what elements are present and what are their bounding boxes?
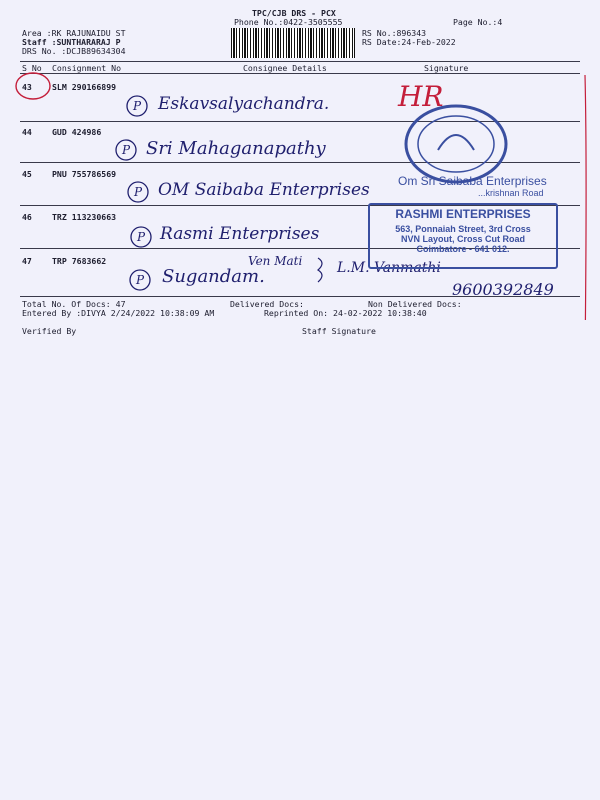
receiver-phone: 9600392849 xyxy=(452,280,554,299)
consignee-handwriting: OM Saibaba Enterprises xyxy=(158,180,370,200)
row-sno: 46 xyxy=(22,212,32,222)
report-title: TPC/CJB DRS - PCX xyxy=(252,8,336,18)
rs-number: RS No.:896343 xyxy=(362,28,427,38)
reprinted-on: Reprinted On: 24-02-2022 10:38:40 xyxy=(264,308,427,318)
consignee-handwriting: Sri Mahaganapathy xyxy=(146,138,326,159)
svg-text:P: P xyxy=(122,143,131,157)
phone-number: Phone No.:0422-3505555 xyxy=(234,17,343,27)
verified-by: Verified By xyxy=(22,326,77,336)
row-sno: 47 xyxy=(22,256,32,266)
consignee-handwriting: Sugandam. xyxy=(162,266,265,287)
entered-by: Entered By :DIVYA 2/24/2022 10:38:09 AM xyxy=(22,308,215,318)
row-consignment: GUD 424986 xyxy=(52,127,102,137)
row-consignment: SLM 290166899 xyxy=(52,82,117,92)
col-consignment: Consignment No xyxy=(52,63,122,73)
svg-text:P: P xyxy=(136,273,145,287)
row-sno: 44 xyxy=(22,127,32,137)
consignee-handwriting: Ven Mati xyxy=(248,254,303,268)
staff-field: Staff :SUNTHARARAJ P xyxy=(22,37,121,47)
rashmi-stamp-name: RASHMI ENTERPRISES xyxy=(395,207,531,221)
col-sno: S No xyxy=(22,63,42,73)
page-number: Page No.:4 xyxy=(453,17,503,27)
receiver-signature: L.M. Vanmathi xyxy=(337,260,441,276)
rashmi-stamp-box xyxy=(368,203,558,269)
staff-signature: Staff Signature xyxy=(302,326,376,336)
rashmi-stamp-line2: NVN Layout, Cross Cut Road xyxy=(400,234,525,244)
row-sno: 45 xyxy=(22,169,32,179)
rashmi-stamp-line3: Coimbatore - 641 012. xyxy=(416,244,510,254)
consignee-handwriting: Rasmi Enterprises xyxy=(160,224,320,244)
marker-line-icon xyxy=(583,75,586,320)
circle-mark-icon xyxy=(16,73,50,99)
drs-number: DRS No. :DCJB89634304 xyxy=(22,46,126,56)
rs-date: RS Date:24-Feb-2022 xyxy=(362,37,456,47)
col-consignee: Consignee Details xyxy=(243,63,327,73)
brace-icon xyxy=(318,258,322,282)
delivered-docs: Delivered Docs: xyxy=(230,299,304,309)
row-consignment: TRZ 113230663 xyxy=(52,212,117,222)
om-stamp-address: ...krishnan Road xyxy=(478,188,544,198)
om-stamp-name: Om Sri Saibaba Enterprises xyxy=(398,174,547,188)
rashmi-stamp-line1: 563, Ponnaiah Street, 3rd Cross xyxy=(395,224,531,234)
col-signature: Signature xyxy=(424,63,469,73)
total-docs: Total No. Of Docs: 47 xyxy=(22,299,126,309)
svg-text:P: P xyxy=(133,99,142,113)
initials-mark: HR xyxy=(398,80,444,113)
svg-text:P: P xyxy=(137,230,146,244)
row-sno: 43 xyxy=(22,82,32,92)
row-consignment: TRP 7683662 xyxy=(52,256,107,266)
area-field: Area :RK RAJUNAIDU ST xyxy=(22,28,126,38)
consignee-handwriting: Eskavsalyachandra. xyxy=(158,94,330,114)
non-delivered-docs: Non Delivered Docs: xyxy=(368,299,462,309)
svg-text:P: P xyxy=(134,185,143,199)
row-consignment: PNU 755786569 xyxy=(52,169,117,179)
